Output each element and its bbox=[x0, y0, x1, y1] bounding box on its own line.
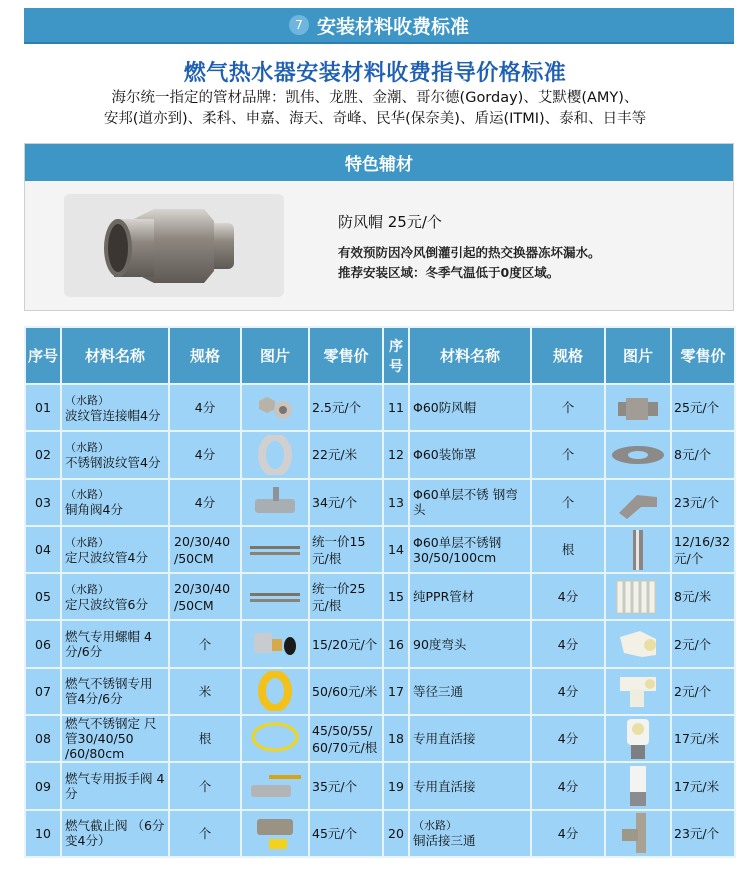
material-name-text: Φ60装饰罩 bbox=[413, 447, 477, 463]
row-index: 01 bbox=[25, 384, 61, 431]
row-index: 05 bbox=[25, 573, 61, 620]
table-row bbox=[25, 810, 735, 857]
material-spec: 20/30/40 /50CM bbox=[169, 526, 241, 573]
material-spec: 20/30/40 /50CM bbox=[169, 573, 241, 620]
material-spec: 个 bbox=[169, 762, 241, 809]
material-price: 50/60元/米 bbox=[309, 668, 383, 715]
col-header-index: 序号 bbox=[383, 327, 409, 384]
material-name bbox=[61, 620, 169, 667]
material-name bbox=[409, 668, 531, 715]
stop-valve-image bbox=[241, 810, 309, 857]
material-spec: 个 bbox=[531, 384, 605, 431]
material-spec: 4分 bbox=[531, 668, 605, 715]
material-name bbox=[61, 810, 169, 857]
material-name-text: 波纹管连接帽4分 bbox=[65, 407, 161, 423]
material-price: 2元/个 bbox=[671, 668, 735, 715]
material-name bbox=[61, 715, 169, 762]
row-index: 15 bbox=[383, 573, 409, 620]
table-row bbox=[25, 384, 735, 431]
material-spec: 4分 bbox=[531, 715, 605, 762]
table-row bbox=[25, 479, 735, 526]
row-index: 06 bbox=[25, 620, 61, 667]
material-name-text: Φ60单层不锈钢 30/50/100cm bbox=[413, 534, 502, 565]
material-name bbox=[61, 479, 169, 526]
material-name-text: 铜活接三通 bbox=[413, 833, 476, 849]
coiled-pipe-image bbox=[241, 431, 309, 478]
steel-pipe-image bbox=[605, 526, 671, 573]
col-header-spec: 规格 bbox=[169, 327, 241, 384]
row-index: 19 bbox=[383, 762, 409, 809]
material-price: 12/16/32 元/个 bbox=[671, 526, 735, 573]
material-name bbox=[409, 715, 531, 762]
brass-tee-image bbox=[605, 810, 671, 857]
table-header-row bbox=[25, 327, 735, 384]
material-price: 统一价15 元/根 bbox=[309, 526, 383, 573]
feature-product-name: 防风帽 25元/个 bbox=[338, 213, 442, 231]
col-header-spec: 规格 bbox=[531, 327, 605, 384]
ppr-elbow-image bbox=[605, 620, 671, 667]
material-category: （水路） bbox=[65, 535, 109, 549]
material-name bbox=[409, 526, 531, 573]
material-spec: 4分 bbox=[169, 384, 241, 431]
row-index: 12 bbox=[383, 431, 409, 478]
section-number-badge: 7 bbox=[289, 15, 309, 35]
material-spec: 个 bbox=[169, 620, 241, 667]
material-name-text: 燃气不锈钢专用 管4分/6分 bbox=[65, 676, 153, 707]
material-price: 45/50/55/ 60/70元/根 bbox=[309, 715, 383, 762]
material-name bbox=[61, 384, 169, 431]
material-name-text: 定尺波纹管4分 bbox=[65, 549, 148, 565]
table-row bbox=[25, 573, 735, 620]
material-category: （水路） bbox=[65, 393, 109, 407]
brand-line-1: 海尔统一指定的管材品牌：凯伟、龙胜、金潮、哥尔德(Gorday)、艾默樱(AMY)、 bbox=[111, 90, 639, 106]
material-category: （水路） bbox=[65, 582, 109, 596]
feature-header: 特色辅材 bbox=[25, 144, 733, 181]
material-name bbox=[61, 573, 169, 620]
row-index: 16 bbox=[383, 620, 409, 667]
row-index: 03 bbox=[25, 479, 61, 526]
row-index: 02 bbox=[25, 431, 61, 478]
material-price: 2.5元/个 bbox=[309, 384, 383, 431]
feature-recommendation: 推荐安装区域：冬季气温低于0度区域。 bbox=[338, 265, 560, 280]
nut-cap-image bbox=[241, 384, 309, 431]
feature-description: 有效预防因冷风倒灌引起的热交换器冻坏漏水。 bbox=[338, 245, 601, 260]
section-title: 安装材料收费标准 bbox=[316, 15, 469, 38]
materials-table bbox=[24, 326, 736, 858]
wind-cap-image bbox=[605, 384, 671, 431]
row-index: 11 bbox=[383, 384, 409, 431]
yellow-hose-coil-image bbox=[241, 668, 309, 715]
row-index: 14 bbox=[383, 526, 409, 573]
col-header-index: 序号 bbox=[25, 327, 61, 384]
material-price: 8元/米 bbox=[671, 573, 735, 620]
material-spec: 4分 bbox=[531, 810, 605, 857]
row-index: 08 bbox=[25, 715, 61, 762]
table-row bbox=[25, 526, 735, 573]
brand-line-2: 安邦(道亦到)、柔科、申嘉、海天、奇峰、民华(保奈美)、盾运(ITMI)、泰和、日丰等 bbox=[103, 111, 647, 127]
material-price: 25元/个 bbox=[671, 384, 735, 431]
table-row bbox=[25, 620, 735, 667]
material-price: 34元/个 bbox=[309, 479, 383, 526]
material-name-text: 专用直活接 bbox=[413, 731, 476, 747]
material-name bbox=[61, 762, 169, 809]
material-name bbox=[409, 479, 531, 526]
material-price: 15/20元/个 bbox=[309, 620, 383, 667]
material-category: （水路） bbox=[65, 440, 109, 454]
row-index: 13 bbox=[383, 479, 409, 526]
material-name-text: 90度弯头 bbox=[413, 636, 467, 652]
yellow-hose-image bbox=[241, 715, 309, 762]
steel-elbow-image bbox=[605, 479, 671, 526]
material-name-text: 定尺波纹管6分 bbox=[65, 596, 148, 612]
col-header-image: 图片 bbox=[605, 327, 671, 384]
col-header-price: 零售价 bbox=[309, 327, 383, 384]
gas-nut-image bbox=[241, 620, 309, 667]
material-name bbox=[409, 573, 531, 620]
row-index: 09 bbox=[25, 762, 61, 809]
material-price: 17元/米 bbox=[671, 715, 735, 762]
material-category: （水路） bbox=[65, 488, 109, 502]
wind-cap-image bbox=[64, 194, 284, 297]
material-spec: 4分 bbox=[531, 620, 605, 667]
row-index: 10 bbox=[25, 810, 61, 857]
table-row bbox=[25, 431, 735, 478]
material-price: 统一价25 元/根 bbox=[309, 573, 383, 620]
material-name-text: 燃气专用螺帽 4分/6分 bbox=[65, 629, 152, 660]
col-header-price: 零售价 bbox=[671, 327, 735, 384]
material-category: （水路） bbox=[413, 819, 457, 833]
material-spec: 根 bbox=[531, 526, 605, 573]
material-name bbox=[409, 810, 531, 857]
material-spec: 4分 bbox=[169, 479, 241, 526]
material-price: 45元/个 bbox=[309, 810, 383, 857]
material-name-text: 专用直活接 bbox=[413, 778, 476, 794]
material-name-text: 燃气不锈钢定 尺管30/40/50 /60/80cm bbox=[65, 716, 157, 762]
material-name bbox=[61, 668, 169, 715]
table-row bbox=[25, 762, 735, 809]
material-name bbox=[409, 762, 531, 809]
brand-list bbox=[0, 88, 750, 130]
ppr-tee-image bbox=[605, 668, 671, 715]
material-price: 23元/个 bbox=[671, 810, 735, 857]
material-spec: 4分 bbox=[531, 573, 605, 620]
material-name-text: 不锈钢波纹管4分 bbox=[65, 454, 161, 470]
material-spec: 米 bbox=[169, 668, 241, 715]
material-spec: 4分 bbox=[169, 431, 241, 478]
material-spec: 4分 bbox=[531, 762, 605, 809]
material-price: 23元/个 bbox=[671, 479, 735, 526]
material-price: 35元/个 bbox=[309, 762, 383, 809]
row-index: 04 bbox=[25, 526, 61, 573]
angle-valve-image bbox=[241, 479, 309, 526]
col-header-image: 图片 bbox=[241, 327, 309, 384]
material-price: 17元/米 bbox=[671, 762, 735, 809]
material-spec: 个 bbox=[531, 431, 605, 478]
material-spec: 根 bbox=[169, 715, 241, 762]
col-header-name: 材料名称 bbox=[61, 327, 169, 384]
col-header-name: 材料名称 bbox=[409, 327, 531, 384]
row-index: 17 bbox=[383, 668, 409, 715]
material-name-text: 等径三通 bbox=[413, 683, 464, 699]
material-name bbox=[61, 431, 169, 478]
material-price: 8元/个 bbox=[671, 431, 735, 478]
material-name-text: 铜角阀4分 bbox=[65, 502, 123, 518]
material-name-text: 燃气截止阀 （6分变4分） bbox=[65, 818, 165, 849]
row-index: 18 bbox=[383, 715, 409, 762]
section-banner bbox=[24, 8, 734, 44]
table-row bbox=[25, 668, 735, 715]
feature-panel bbox=[24, 143, 734, 311]
straight-union-image bbox=[605, 762, 671, 809]
ppr-pipes-image bbox=[605, 573, 671, 620]
page-title: 燃气热水器安装材料收费指导价格标准 bbox=[183, 61, 567, 86]
material-spec: 个 bbox=[169, 810, 241, 857]
material-name bbox=[409, 431, 531, 478]
material-name-text: Φ60防风帽 bbox=[413, 400, 477, 416]
decor-ring-image bbox=[605, 431, 671, 478]
material-price: 22元/米 bbox=[309, 431, 383, 478]
material-spec: 个 bbox=[531, 479, 605, 526]
material-name-text: 纯PPR管材 bbox=[413, 589, 475, 605]
material-name bbox=[61, 526, 169, 573]
material-name-text: Φ60单层不锈 钢弯头 bbox=[413, 487, 518, 518]
ball-valve-image bbox=[241, 762, 309, 809]
row-index: 07 bbox=[25, 668, 61, 715]
union-elbow-image bbox=[605, 715, 671, 762]
material-price: 2元/个 bbox=[671, 620, 735, 667]
material-name-text: 燃气专用扳手阀 4分 bbox=[65, 771, 165, 802]
fixed-hose-image bbox=[241, 526, 309, 573]
table-row bbox=[25, 715, 735, 762]
fixed-hose-image bbox=[241, 573, 309, 620]
row-index: 20 bbox=[383, 810, 409, 857]
material-name bbox=[409, 384, 531, 431]
material-name bbox=[409, 620, 531, 667]
